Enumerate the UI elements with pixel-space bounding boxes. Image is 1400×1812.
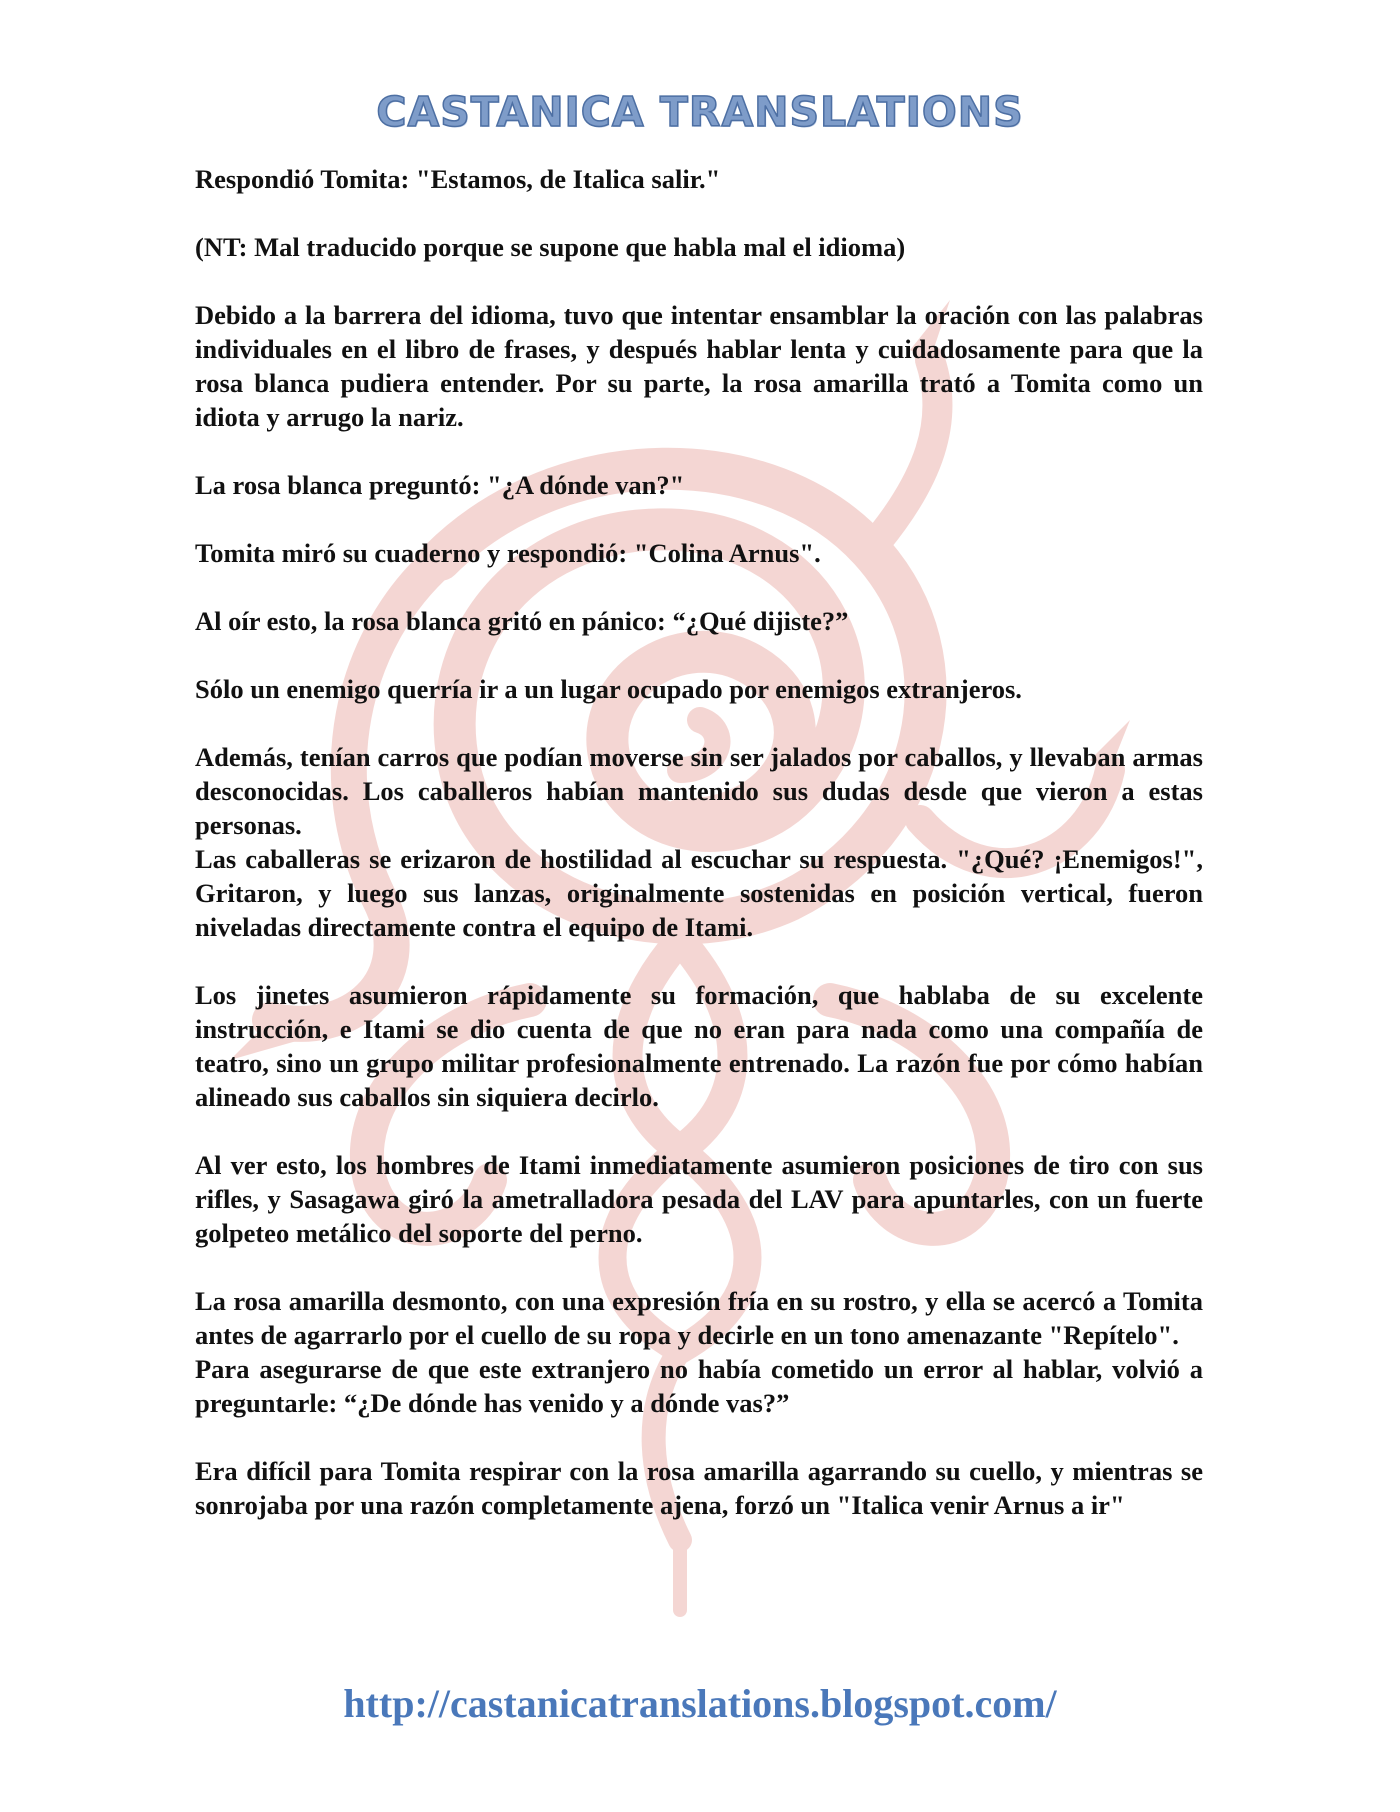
paragraph: Al ver esto, los hombres de Itami inmediatamente asumieron posiciones de tiro con sus rifles, y Sasagawa giró la ametralladora pesada del LAV para apuntarles, con un fuerte golpeteo metálico del soporte del perno. [195, 1150, 1203, 1248]
paragraph: Para asegurarse de que este extranjero no había cometido un error al hablar, volvió a preguntarle: “¿De dónde has venido y a dónde vas?” [195, 1354, 1203, 1418]
paragraph: Al oír esto, la rosa blanca gritó en pánico: “¿Qué dijiste?” [195, 606, 849, 636]
document-body [195, 162, 1203, 1556]
paragraph: Respondió Tomita: "Estamos, de Italica salir." [195, 164, 721, 194]
paragraph: Era difícil para Tomita respirar con la rosa amarilla agarrando su cuello, y mientras se sonrojaba por una razón completamente ajena, forzó un "Italica venir Arnus a ir" [195, 1456, 1203, 1520]
paragraph: Las caballeras se erizaron de hostilidad al escuchar su respuesta. "¿Qué? ¡Enemigos!", Gritaron, y luego sus lanzas, originalmente sostenidas en posición vertical, fueron niveladas directamente contra el equipo de Itami. [195, 844, 1203, 942]
paragraph: Los jinetes asumieron rápidamente su formación, que hablaba de su excelente instrucción, e Itami se dio cuenta de que no eran para nada como una compañía de teatro, sino un grupo militar profesionalmente entrenado. La razón fue por cómo habían alineado sus caballos sin siquiera decirlo. [195, 980, 1203, 1112]
paragraph: Tomita miró su cuaderno y respondió: "Colina Arnus". [195, 538, 821, 568]
translator-note: (NT: Mal traducido porque se supone que habla mal el idioma) [195, 232, 906, 262]
blog-url-link[interactable]: http://castanicatranslations.blogspot.com/ [343, 1681, 1057, 1726]
paragraph: La rosa blanca preguntó: "¿A dónde van?" [195, 470, 685, 500]
paragraph: Sólo un enemigo querría ir a un lugar ocupado por enemigos extranjeros. [195, 674, 1022, 704]
site-title: CASTANICA TRANSLATIONS [376, 88, 1024, 136]
paragraph: La rosa amarilla desmonto, con una expresión fría en su rostro, y ella se acercó a Tomita antes de agarrarlo por el cuello de su ropa y decirle en un tono amenazante "Repítelo". [195, 1286, 1203, 1350]
paragraph: Debido a la barrera del idioma, tuvo que intentar ensamblar la oración con las palabras individuales en el libro de frases, y después hablar lenta y cuidadosamente para que la rosa blanca pudiera entender. Por su parte, la rosa amarilla trató a Tomita como un idiota y arrugo la nariz. [195, 300, 1203, 432]
paragraph: Además, tenían carros que podían moverse sin ser jalados por caballos, y llevaban armas desconocidas. Los caballeros habían mantenido sus dudas desde que vieron a estas personas. [195, 742, 1203, 840]
